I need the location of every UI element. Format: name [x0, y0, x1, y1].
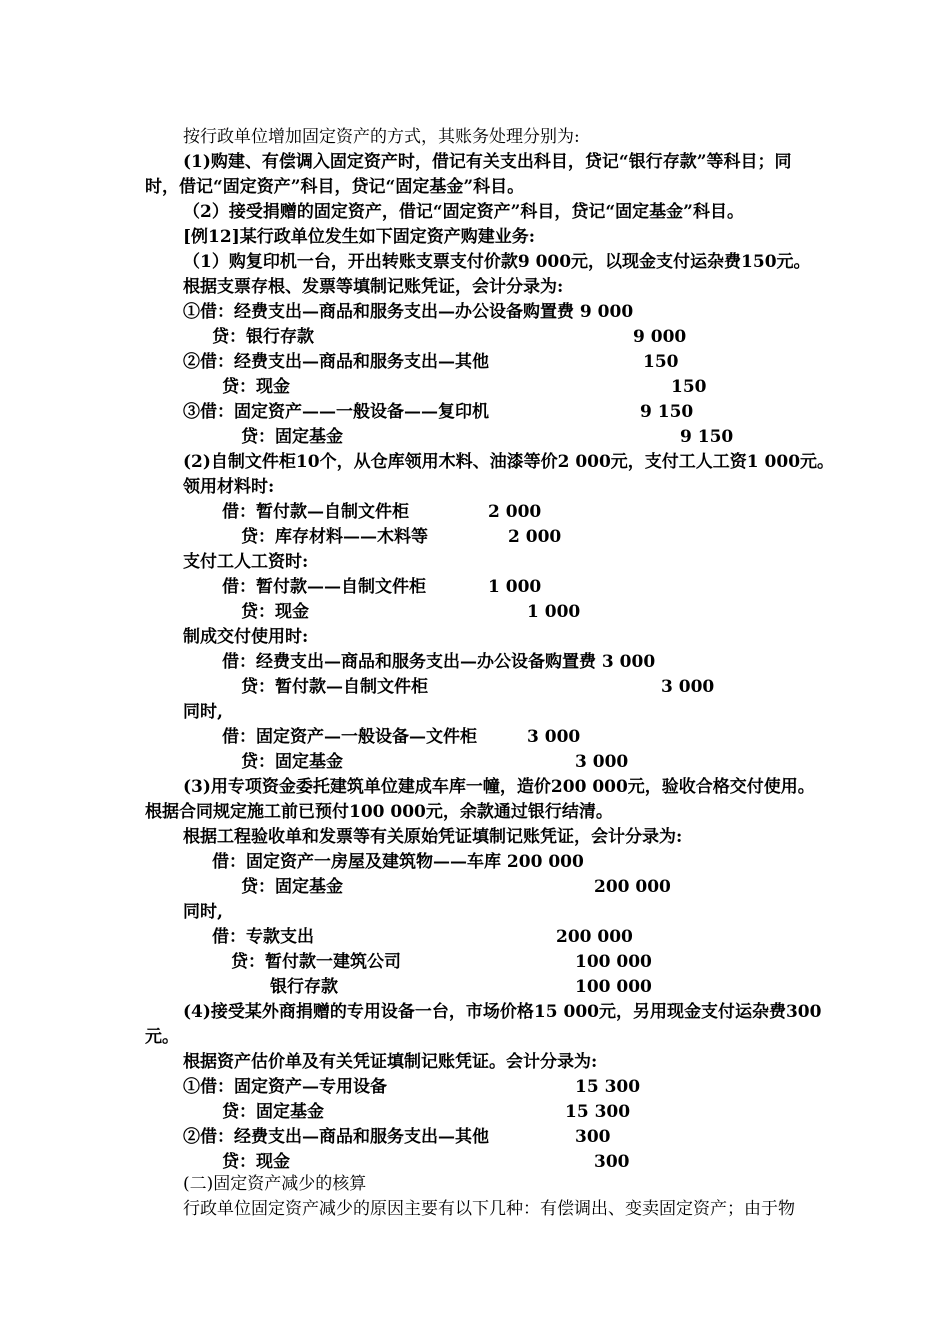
material-credit: 贷：库存材料——木料等: [241, 527, 428, 547]
special-credit-1: 贷：暂付款一建筑公司: [231, 952, 401, 972]
donation-debit-amount: 15 300: [575, 1077, 641, 1097]
material-debit: 借：暂付款—自制文件柜: [222, 502, 409, 522]
entry-basis-1: 根据支票存根、发票等填制记账凭证，会计分录为:: [183, 277, 564, 297]
asset-debit-amount: 3 000: [527, 727, 581, 747]
garage-debit: 借：固定资产一房屋及建筑物——车库 200 000: [212, 852, 584, 872]
example-part-4-cont: 元。: [145, 1027, 179, 1047]
delivery-credit: 贷：暂付款—自制文件柜: [241, 677, 428, 697]
material-heading: 领用材料时:: [183, 477, 275, 497]
wages-heading: 支付工人工资时:: [183, 552, 309, 572]
example-part-3: (3)用专项资金委托建筑单位建成车库一幢，造价200 000元，验收合格交付使用。: [183, 777, 815, 797]
special-credit-2: 银行存款: [270, 977, 338, 997]
section-heading-decrease: (二)固定资产减少的核算: [183, 1174, 367, 1194]
freight-credit-amount: 300: [594, 1152, 630, 1172]
example-part-2: (2)自制文件柜10个，从仓库领用木料、油漆等价2 000元，支付工人工资1 000元。: [183, 452, 835, 472]
entry-2-debit-amount: 150: [643, 352, 679, 372]
wages-debit-amount: 1 000: [488, 577, 542, 597]
wages-debit: 借：暂付款——自制文件柜: [222, 577, 426, 597]
entry-2-credit: 贷：现金: [222, 377, 290, 397]
entry-3-debit: ③借：固定资产——一般设备——复印机: [183, 402, 489, 422]
delivery-heading: 制成交付使用时:: [183, 627, 309, 647]
entry-basis-3: 根据工程验收单和发票等有关原始凭证填制记账凭证，会计分录为:: [183, 827, 683, 847]
donation-credit: 贷：固定基金: [222, 1102, 324, 1122]
material-debit-amount: 2 000: [488, 502, 542, 522]
donation-debit: ①借：固定资产—专用设备: [183, 1077, 387, 1097]
item-2-line: （2）接受捐赠的固定资产，借记“固定资产”科目，贷记“固定基金”科目。: [183, 202, 744, 222]
special-credit-2-amount: 100 000: [575, 977, 652, 997]
intro-line: 按行政单位增加固定资产的方式，其账务处理分别为:: [183, 127, 580, 147]
meanwhile-label: 同时,: [183, 702, 223, 722]
asset-debit: 借：固定资产—一般设备—文件柜: [222, 727, 477, 747]
meanwhile-label-2: 同时,: [183, 902, 223, 922]
wages-credit: 贷：现金: [241, 602, 309, 622]
entry-1-debit: ①借：经费支出—商品和服务支出—办公设备购置费 9 000: [183, 302, 634, 322]
entry-3-credit-amount: 9 150: [680, 427, 734, 447]
freight-debit-amount: 300: [575, 1127, 611, 1147]
decrease-intro: 行政单位固定资产减少的原因主要有以下几种：有偿调出、变卖固定资产；由于物: [183, 1199, 795, 1219]
delivery-credit-amount: 3 000: [661, 677, 715, 697]
example-part-1: （1）购复印机一台，开出转账支票支付价款9 000元，以现金支付运杂费150元。: [183, 252, 811, 272]
entry-3-credit: 贷：固定基金: [241, 427, 343, 447]
item-1-cont: 时，借记“固定资产”科目，贷记“固定基金”科目。: [145, 177, 525, 197]
entry-1-credit-amount: 9 000: [633, 327, 687, 347]
delivery-debit: 借：经费支出—商品和服务支出—办公设备购置费 3 000: [222, 652, 656, 672]
asset-credit: 贷：固定基金: [241, 752, 343, 772]
example-12-title: [例12]某行政单位发生如下固定资产购建业务:: [183, 227, 536, 247]
wages-credit-amount: 1 000: [527, 602, 581, 622]
special-debit-amount: 200 000: [556, 927, 633, 947]
entry-3-debit-amount: 9 150: [640, 402, 694, 422]
donation-credit-amount: 15 300: [565, 1102, 631, 1122]
garage-credit: 贷：固定基金: [241, 877, 343, 897]
garage-credit-amount: 200 000: [594, 877, 671, 897]
example-part-3-cont: 根据合同规定施工前已预付100 000元，余款通过银行结清。: [145, 802, 613, 822]
item-1-line: (1)购建、有偿调入固定资产时，借记有关支出科目，贷记“银行存款”等科目；同: [183, 152, 792, 172]
special-debit: 借：专款支出: [212, 927, 314, 947]
entry-basis-4: 根据资产估价单及有关凭证填制记账凭证。会计分录为:: [183, 1052, 598, 1072]
freight-debit: ②借：经费支出—商品和服务支出—其他: [183, 1127, 489, 1147]
freight-credit: 贷：现金: [222, 1152, 290, 1172]
entry-2-debit: ②借：经费支出—商品和服务支出—其他: [183, 352, 489, 372]
material-credit-amount: 2 000: [508, 527, 562, 547]
asset-credit-amount: 3 000: [575, 752, 629, 772]
entry-1-credit: 贷：银行存款: [212, 327, 314, 347]
entry-2-credit-amount: 150: [671, 377, 707, 397]
example-part-4: (4)接受某外商捐赠的专用设备一台，市场价格15 000元，另用现金支付运杂费300: [183, 1002, 822, 1022]
special-credit-1-amount: 100 000: [575, 952, 652, 972]
